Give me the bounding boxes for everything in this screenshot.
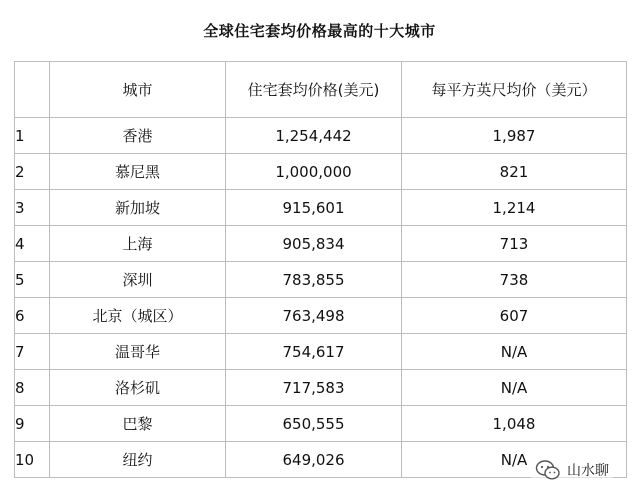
per-sqft-cell: 738 [402, 262, 627, 298]
city-cell: 新加坡 [50, 190, 226, 226]
rank-cell: 7 [15, 334, 50, 370]
table-row [15, 370, 627, 406]
city-cell: 洛杉矶 [50, 370, 226, 406]
rank-cell: 2 [15, 154, 50, 190]
city-cell: 上海 [50, 226, 226, 262]
page-title: 全球住宅套均价格最高的十大城市 [203, 22, 436, 40]
per-sqft-cell: 821 [402, 154, 627, 190]
per-sqft-cell: N/A [402, 370, 627, 406]
table-row [15, 118, 627, 154]
price-cell: 754,617 [226, 334, 402, 370]
rank-cell: 8 [15, 370, 50, 406]
table-row [15, 262, 627, 298]
city-cell: 深圳 [50, 262, 226, 298]
per-sqft-cell: 1,214 [402, 190, 627, 226]
per-sqft-cell: 713 [402, 226, 627, 262]
header-price: 住宅套均价格(美元) [226, 62, 402, 118]
price-cell: 649,026 [226, 442, 402, 478]
price-cell: 763,498 [226, 298, 402, 334]
per-sqft-cell: 1,987 [402, 118, 627, 154]
header-per-sqft: 每平方英尺均价（美元） [402, 62, 627, 118]
watermark-text: 山水聊 [567, 463, 609, 479]
rank-cell: 9 [15, 406, 50, 442]
price-cell: 717,583 [226, 370, 402, 406]
price-cell: 650,555 [226, 406, 402, 442]
table-row [15, 190, 627, 226]
price-cell: 915,601 [226, 190, 402, 226]
table-body [15, 118, 627, 478]
table-row [15, 334, 627, 370]
header-city: 城市 [50, 62, 226, 118]
price-cell: 783,855 [226, 262, 402, 298]
city-cell: 北京（城区） [50, 298, 226, 334]
rank-cell: 6 [15, 298, 50, 334]
rank-cell: 3 [15, 190, 50, 226]
price-cell: 1,000,000 [226, 154, 402, 190]
city-cell: 巴黎 [50, 406, 226, 442]
per-sqft-cell: N/A [402, 442, 627, 478]
city-cell: 温哥华 [50, 334, 226, 370]
rank-cell: 1 [15, 118, 50, 154]
rank-cell: 5 [15, 262, 50, 298]
city-price-table [14, 61, 627, 478]
rank-cell: 4 [15, 226, 50, 262]
watermark [531, 457, 613, 483]
table-row [15, 298, 627, 334]
table-row [15, 226, 627, 262]
table-header-row [15, 62, 627, 118]
city-cell: 慕尼黑 [50, 154, 226, 190]
per-sqft-cell: N/A [402, 334, 627, 370]
per-sqft-cell: 1,048 [402, 406, 627, 442]
rank-cell: 10 [15, 442, 50, 478]
table-row [15, 154, 627, 190]
city-cell: 香港 [50, 118, 226, 154]
price-cell: 905,834 [226, 226, 402, 262]
table-row [15, 406, 627, 442]
per-sqft-cell: 607 [402, 298, 627, 334]
price-cell: 1,254,442 [226, 118, 402, 154]
header-rank [15, 62, 50, 118]
wechat-icon [535, 459, 561, 481]
city-cell: 纽约 [50, 442, 226, 478]
